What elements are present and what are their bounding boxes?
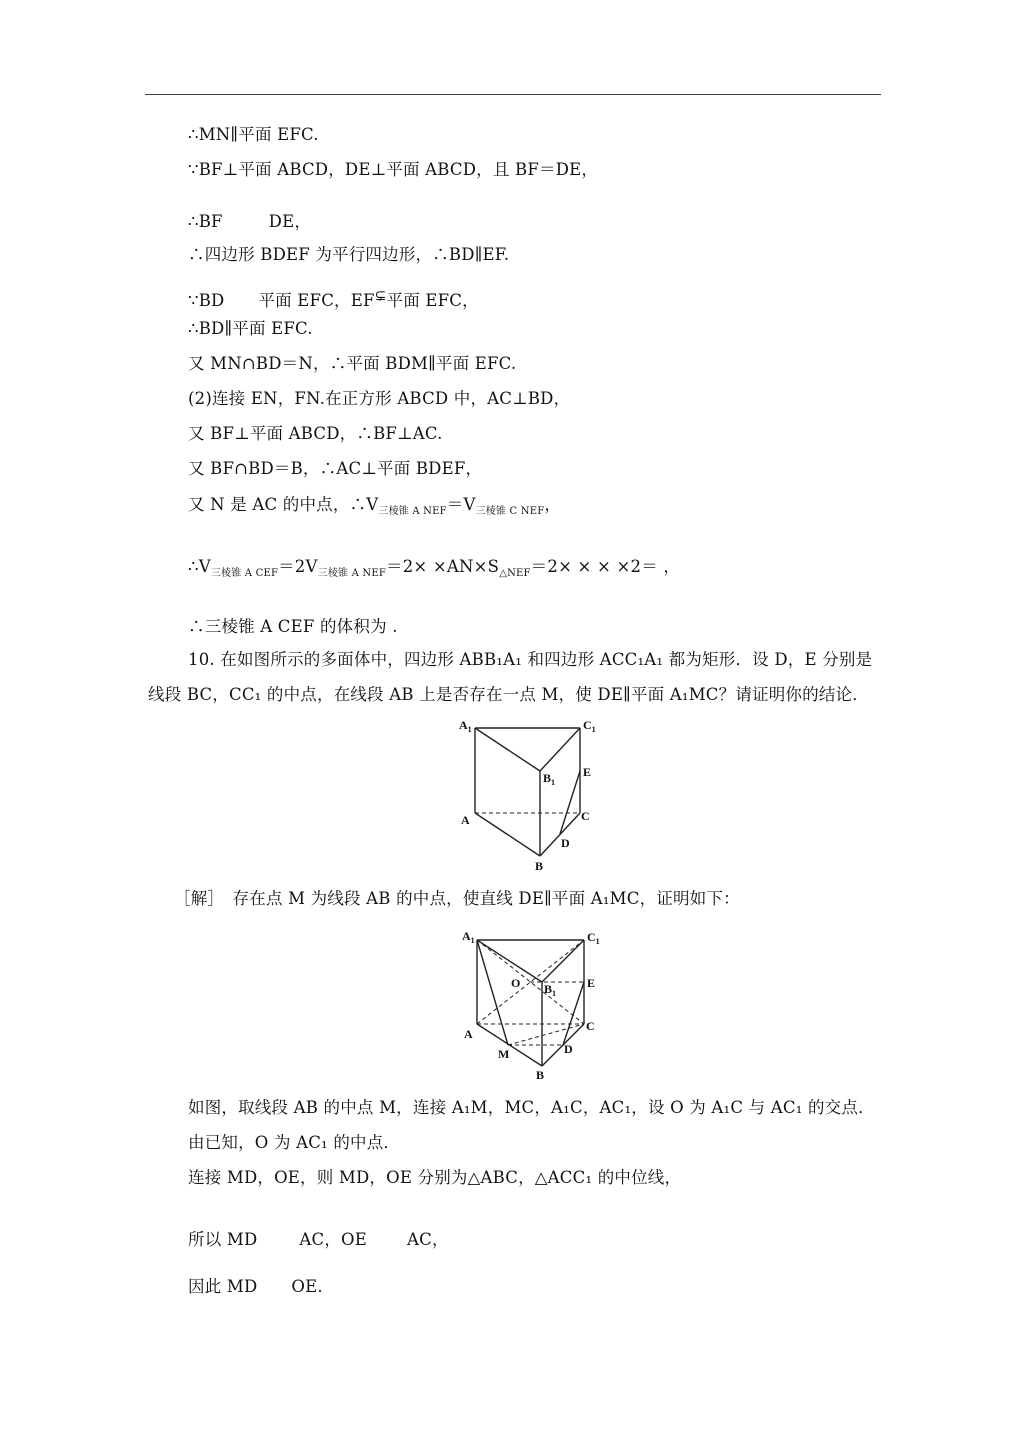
not-subset-symbol: ⊊	[374, 288, 387, 304]
label-e: E	[583, 765, 592, 779]
prism-figure-2	[460, 924, 610, 1084]
subscript: 三棱锥 A NEF	[378, 506, 447, 517]
subscript: 三棱锥 A NEF	[317, 568, 386, 579]
edge-a1b1	[475, 728, 540, 771]
label-a1: $A_1$	[459, 718, 472, 734]
text-line: ∴MN∥平面 EFC.	[188, 125, 319, 144]
text-line	[188, 494, 561, 523]
text-line: 又 BF∩BD＝B，∴AC⊥平面 BDEF，	[188, 459, 483, 478]
text-fragment: 因此 MD	[188, 1277, 258, 1296]
edge-bc	[540, 813, 580, 856]
text-line: ∴BD∥平面 EFC.	[188, 319, 313, 338]
label-c1: $C_1$	[583, 718, 596, 734]
edge-ab	[475, 813, 540, 856]
text-line	[188, 1229, 449, 1251]
subscript: 三棱锥 A CEF	[210, 568, 279, 579]
label-c: C	[586, 1019, 595, 1033]
label-a: A	[464, 1027, 473, 1041]
text-line: 又 BF⊥平面 ABCD，∴BF⊥AC.	[188, 424, 443, 443]
edge-b1c1	[540, 728, 580, 771]
text-line	[188, 1276, 323, 1298]
text-fragment: ，	[544, 495, 562, 514]
label-c1: $C_1$	[587, 930, 600, 946]
text-line	[188, 285, 479, 312]
text-fragment: ＝2V	[278, 557, 318, 576]
text-line: 又 MN∩BD＝N，∴平面 BDM∥平面 EFC.	[188, 354, 517, 373]
subscript: △NEF	[499, 568, 531, 579]
label-b: B	[536, 1068, 545, 1082]
text-line: ∴四边形 BDEF 为平行四边形，∴BD∥EF.	[188, 245, 510, 264]
label-e: E	[587, 976, 596, 990]
text-fragment: 平面 EFC，EF	[258, 291, 375, 310]
text-fragment: ＝2× × × ×2＝ ，	[530, 557, 681, 576]
text-fragment: ∴BF	[188, 212, 223, 231]
label-a1: $A_1$	[462, 929, 475, 945]
edge-b1c1	[542, 940, 584, 982]
text-line: 连接 MD，OE，则 MD，OE 分别为△ABC，△ACC₁ 的中位线，	[188, 1168, 682, 1187]
segment-de	[563, 982, 584, 1045]
label-b: B	[535, 859, 544, 872]
text-line: 如图，取线段 AB 的中点 M，连接 A₁M，MC，A₁C，AC₁，设 O 为 A₁C 与 AC₁ 的交点．	[188, 1098, 875, 1117]
text-line: ［解］ 存在点 M 为线段 AB 的中点，使直线 DE∥平面 A₁MC，证明如下：	[174, 889, 740, 908]
text-fragment: 又 N 是 AC 的中点，∴V	[188, 495, 379, 514]
edge-a1b1	[477, 940, 542, 982]
text-line: 10. 在如图所示的多面体中，四边形 ABB₁A₁ 和四边形 ACC₁A₁ 都为矩形．设 D，E 分别是	[188, 650, 873, 669]
label-a: A	[461, 813, 470, 827]
text-line	[188, 211, 311, 233]
text-line: ∴三棱锥 A CEF 的体积为 .	[188, 617, 398, 636]
header-rule	[145, 94, 881, 95]
text-fragment: OE.	[291, 1277, 323, 1296]
text-fragment: ＝V	[446, 495, 476, 514]
segment-a1m	[477, 940, 508, 1045]
text-fragment: AC，OE	[299, 1230, 367, 1249]
label-o: O	[511, 976, 521, 990]
text-line: 由已知，O 为 AC₁ 的中点．	[188, 1133, 401, 1152]
label-d: D	[564, 1042, 573, 1056]
text-line: 线段 BC，CC₁ 的中点，在线段 AB 上是否存在一点 M，使 DE∥平面 A₁MC？请证明你的结论．	[148, 685, 869, 704]
label-b1: $B_1$	[543, 771, 556, 787]
label-c: C	[581, 809, 590, 823]
prism-figure-1	[455, 716, 605, 872]
text-fragment: AC，	[407, 1230, 449, 1249]
text-fragment: ＝2× ×AN×S	[386, 557, 500, 576]
text-fragment: ∵BD	[188, 291, 225, 310]
text-fragment: DE，	[268, 212, 312, 231]
text-line: (2)连接 EN，FN.在正方形 ABCD 中，AC⊥BD，	[188, 389, 571, 408]
text-fragment: ∴V	[188, 557, 211, 576]
label-m: M	[498, 1047, 510, 1061]
label-b1: $B_1$	[544, 982, 557, 998]
subscript: 三棱锥 C NEF	[475, 506, 545, 517]
label-d: D	[561, 836, 570, 850]
text-fragment: 平面 EFC，	[386, 291, 479, 310]
text-line	[188, 556, 680, 585]
text-line: ∵BF⊥平面 ABCD，DE⊥平面 ABCD，且 BF＝DE，	[188, 160, 599, 179]
text-fragment: 所以 MD	[188, 1230, 258, 1249]
